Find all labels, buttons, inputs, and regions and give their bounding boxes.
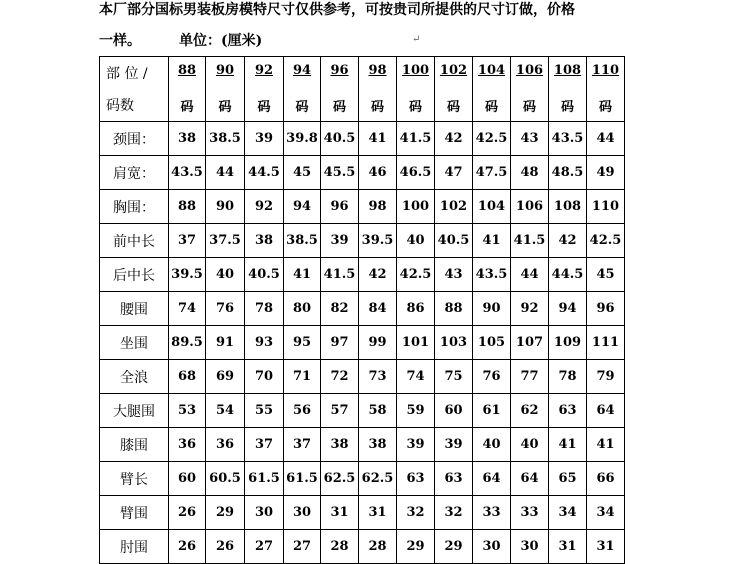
measurement-cell: 74 (169, 292, 206, 326)
row-label: 膝围 (100, 428, 169, 462)
table-row (100, 360, 625, 394)
measurement-cell: 65 (549, 462, 587, 496)
table-row (100, 224, 625, 258)
table-row (100, 156, 625, 190)
row-label: 坐围 (100, 326, 169, 360)
measurement-cell: 44 (206, 156, 245, 190)
size-suffix: 码 (484, 100, 498, 115)
measurement-cell: 39.5 (169, 258, 206, 292)
size-header-cell (587, 57, 625, 122)
measurement-cell: 91 (206, 326, 245, 360)
measurement-cell: 55 (245, 394, 284, 428)
measurement-cell: 49 (587, 156, 625, 190)
size-suffix: 码 (257, 100, 271, 115)
size-number: 106 (515, 63, 544, 78)
size-table (99, 56, 625, 564)
size-header-cell (549, 57, 587, 122)
size-header-cell (435, 57, 473, 122)
row-label: 肘围 (100, 530, 169, 564)
measurement-cell: 39.8 (284, 122, 321, 156)
measurement-cell: 44.5 (245, 156, 284, 190)
measurement-cell: 109 (549, 326, 587, 360)
size-number: 110 (591, 63, 620, 78)
measurement-cell: 40 (511, 428, 549, 462)
measurement-cell: 90 (473, 292, 511, 326)
measurement-cell: 78 (245, 292, 284, 326)
measurement-cell: 29 (206, 496, 245, 530)
measurement-cell: 39 (397, 428, 435, 462)
table-row (100, 190, 625, 224)
measurement-cell: 41.5 (321, 258, 359, 292)
size-number: 96 (330, 63, 349, 78)
measurement-cell: 30 (473, 530, 511, 564)
measurement-cell: 39 (435, 428, 473, 462)
measurement-cell: 39 (321, 224, 359, 258)
row-label: 大腿围 (100, 394, 169, 428)
size-suffix: 码 (370, 100, 384, 115)
header-label-bottom: 码数 (106, 98, 134, 114)
measurement-cell: 63 (549, 394, 587, 428)
measurement-cell: 99 (359, 326, 397, 360)
measurement-cell: 62 (511, 394, 549, 428)
measurement-cell: 103 (435, 326, 473, 360)
measurement-cell: 102 (435, 190, 473, 224)
size-table-body (100, 57, 625, 564)
size-suffix: 码 (408, 100, 422, 115)
size-suffix: 码 (598, 100, 612, 115)
measurement-cell: 44 (587, 122, 625, 156)
measurement-cell: 101 (397, 326, 435, 360)
measurement-cell: 77 (511, 360, 549, 394)
measurement-cell: 69 (206, 360, 245, 394)
measurement-cell: 29 (397, 530, 435, 564)
measurement-cell: 43.5 (169, 156, 206, 190)
measurement-cell: 38 (245, 224, 284, 258)
size-suffix: 码 (332, 100, 346, 115)
measurement-cell: 95 (284, 326, 321, 360)
measurement-cell: 107 (511, 326, 549, 360)
measurement-cell: 37 (169, 224, 206, 258)
table-row (100, 530, 625, 564)
size-header-cell (245, 57, 284, 122)
measurement-cell: 43 (435, 258, 473, 292)
intro-line-2 (99, 30, 262, 50)
measurement-cell: 42 (549, 224, 587, 258)
measurement-cell: 33 (511, 496, 549, 530)
measurement-cell: 28 (321, 530, 359, 564)
measurement-cell: 61.5 (284, 462, 321, 496)
row-label: 胸围： (100, 190, 169, 224)
measurement-cell: 60.5 (206, 462, 245, 496)
measurement-cell: 30 (245, 496, 284, 530)
measurement-cell: 88 (169, 190, 206, 224)
measurement-cell: 46.5 (397, 156, 435, 190)
size-number: 98 (368, 63, 387, 78)
measurement-cell: 53 (169, 394, 206, 428)
measurement-cell: 84 (359, 292, 397, 326)
measurement-cell: 111 (587, 326, 625, 360)
table-row (100, 462, 625, 496)
measurement-cell: 31 (321, 496, 359, 530)
measurement-cell: 40.5 (321, 122, 359, 156)
row-label: 前中长 (100, 224, 169, 258)
row-label: 全浪 (100, 360, 169, 394)
measurement-cell: 60 (169, 462, 206, 496)
measurement-cell: 32 (397, 496, 435, 530)
measurement-cell: 71 (284, 360, 321, 394)
size-header-cell (284, 57, 321, 122)
measurement-cell: 39 (245, 122, 284, 156)
measurement-cell: 43 (511, 122, 549, 156)
measurement-cell: 79 (587, 360, 625, 394)
row-label: 臂长 (100, 462, 169, 496)
size-header-cell (359, 57, 397, 122)
measurement-cell: 44 (511, 258, 549, 292)
measurement-cell: 31 (359, 496, 397, 530)
size-number: 92 (254, 63, 274, 78)
measurement-cell: 76 (473, 360, 511, 394)
size-number: 100 (401, 63, 430, 78)
measurement-cell: 30 (511, 530, 549, 564)
measurement-cell: 97 (321, 326, 359, 360)
measurement-cell: 105 (473, 326, 511, 360)
measurement-cell: 82 (321, 292, 359, 326)
measurement-cell: 61 (473, 394, 511, 428)
measurement-cell: 45 (284, 156, 321, 190)
measurement-cell: 43.5 (473, 258, 511, 292)
size-header-cell (206, 57, 245, 122)
size-header-cell (473, 57, 511, 122)
measurement-cell: 34 (549, 496, 587, 530)
measurement-cell: 38 (321, 428, 359, 462)
measurement-cell: 47 (435, 156, 473, 190)
measurement-cell: 64 (587, 394, 625, 428)
measurement-cell: 33 (473, 496, 511, 530)
measurement-cell: 89.5 (169, 326, 206, 360)
measurement-cell: 39.5 (359, 224, 397, 258)
paragraph-return-mark: ↵ (412, 34, 421, 45)
measurement-cell: 38.5 (206, 122, 245, 156)
measurement-cell: 31 (587, 530, 625, 564)
measurement-cell: 64 (473, 462, 511, 496)
measurement-cell: 59 (397, 394, 435, 428)
measurement-cell: 37 (284, 428, 321, 462)
measurement-cell: 40 (473, 428, 511, 462)
table-row (100, 394, 625, 428)
measurement-cell: 45 (587, 258, 625, 292)
measurement-cell: 42 (435, 122, 473, 156)
size-suffix: 码 (560, 100, 574, 115)
measurement-cell: 61.5 (245, 462, 284, 496)
measurement-cell: 40.5 (435, 224, 473, 258)
measurement-cell: 62.5 (359, 462, 397, 496)
header-label-cell (100, 57, 169, 122)
header-row (100, 57, 625, 122)
measurement-cell: 31 (549, 530, 587, 564)
table-row (100, 122, 625, 156)
measurement-cell: 57 (321, 394, 359, 428)
table-row (100, 258, 625, 292)
measurement-cell: 108 (549, 190, 587, 224)
size-number: 102 (439, 63, 468, 78)
size-header-cell (321, 57, 359, 122)
measurement-cell: 44.5 (549, 258, 587, 292)
size-number: 104 (477, 63, 506, 78)
measurement-cell: 26 (206, 530, 245, 564)
measurement-cell: 66 (587, 462, 625, 496)
measurement-cell: 41.5 (397, 122, 435, 156)
measurement-cell: 36 (169, 428, 206, 462)
measurement-cell: 78 (549, 360, 587, 394)
measurement-cell: 70 (245, 360, 284, 394)
measurement-cell: 68 (169, 360, 206, 394)
measurement-cell: 94 (284, 190, 321, 224)
measurement-cell: 73 (359, 360, 397, 394)
measurement-cell: 92 (245, 190, 284, 224)
size-number: 90 (215, 63, 235, 78)
measurement-cell: 41.5 (511, 224, 549, 258)
measurement-cell: 110 (587, 190, 625, 224)
row-label: 肩宽： (100, 156, 169, 190)
measurement-cell: 76 (206, 292, 245, 326)
measurement-cell: 29 (435, 530, 473, 564)
measurement-cell: 41 (473, 224, 511, 258)
measurement-cell: 40.5 (245, 258, 284, 292)
measurement-cell: 46 (359, 156, 397, 190)
measurement-cell: 30 (284, 496, 321, 530)
measurement-cell: 42.5 (397, 258, 435, 292)
measurement-cell: 38 (169, 122, 206, 156)
row-label: 后中长 (100, 258, 169, 292)
size-number: 88 (177, 63, 197, 78)
measurement-cell: 27 (284, 530, 321, 564)
measurement-cell: 92 (511, 292, 549, 326)
measurement-cell: 42 (359, 258, 397, 292)
measurement-cell: 41 (587, 428, 625, 462)
measurement-cell: 41 (284, 258, 321, 292)
measurement-cell: 104 (473, 190, 511, 224)
size-suffix: 码 (446, 100, 460, 115)
table-row (100, 496, 625, 530)
size-header-cell (169, 57, 206, 122)
table-row (100, 428, 625, 462)
measurement-cell: 60 (435, 394, 473, 428)
measurement-cell: 41 (549, 428, 587, 462)
row-label: 颈围： (100, 122, 169, 156)
measurement-cell: 62.5 (321, 462, 359, 496)
size-suffix: 码 (522, 100, 536, 115)
measurement-cell: 88 (435, 292, 473, 326)
size-suffix: 码 (180, 100, 194, 115)
measurement-cell: 63 (435, 462, 473, 496)
measurement-cell: 74 (397, 360, 435, 394)
size-number: 108 (553, 63, 582, 78)
measurement-cell: 58 (359, 394, 397, 428)
measurement-cell: 32 (435, 496, 473, 530)
measurement-cell: 42.5 (473, 122, 511, 156)
measurement-cell: 41 (359, 122, 397, 156)
measurement-cell: 63 (397, 462, 435, 496)
measurement-cell: 90 (206, 190, 245, 224)
measurement-cell: 43.5 (549, 122, 587, 156)
measurement-cell: 96 (587, 292, 625, 326)
measurement-cell: 38.5 (284, 224, 321, 258)
measurement-cell: 64 (511, 462, 549, 496)
measurement-cell: 27 (245, 530, 284, 564)
size-header-cell (397, 57, 435, 122)
unit-label: 单位：(厘米) (179, 33, 263, 49)
intro-line-2-start: 一样。 (99, 33, 141, 49)
size-suffix: 码 (295, 100, 309, 115)
measurement-cell: 26 (169, 530, 206, 564)
measurement-cell: 40 (206, 258, 245, 292)
measurement-cell: 48 (511, 156, 549, 190)
measurement-cell: 54 (206, 394, 245, 428)
size-header-cell (511, 57, 549, 122)
intro-line-1: 本厂部分国标男装板房模特尺寸仅供参考，可按贵司所提供的尺寸订做，价格 (99, 2, 575, 18)
table-row (100, 326, 625, 360)
measurement-cell: 34 (587, 496, 625, 530)
measurement-cell: 72 (321, 360, 359, 394)
row-label: 臂围 (100, 496, 169, 530)
measurement-cell: 40 (397, 224, 435, 258)
size-suffix: 码 (218, 100, 232, 115)
measurement-cell: 75 (435, 360, 473, 394)
measurement-cell: 80 (284, 292, 321, 326)
table-row (100, 292, 625, 326)
size-number: 94 (292, 63, 312, 78)
measurement-cell: 86 (397, 292, 435, 326)
measurement-cell: 100 (397, 190, 435, 224)
measurement-cell: 45.5 (321, 156, 359, 190)
measurement-cell: 98 (359, 190, 397, 224)
header-label-top: 部 位 / (106, 66, 148, 82)
measurement-cell: 96 (321, 190, 359, 224)
measurement-cell: 36 (206, 428, 245, 462)
measurement-cell: 48.5 (549, 156, 587, 190)
measurement-cell: 37 (245, 428, 284, 462)
measurement-cell: 26 (169, 496, 206, 530)
measurement-cell: 93 (245, 326, 284, 360)
measurement-cell: 38 (359, 428, 397, 462)
measurement-cell: 42.5 (587, 224, 625, 258)
measurement-cell: 47.5 (473, 156, 511, 190)
measurement-cell: 94 (549, 292, 587, 326)
measurement-cell: 106 (511, 190, 549, 224)
measurement-cell: 56 (284, 394, 321, 428)
row-label: 腰围 (100, 292, 169, 326)
measurement-cell: 37.5 (206, 224, 245, 258)
measurement-cell: 28 (359, 530, 397, 564)
